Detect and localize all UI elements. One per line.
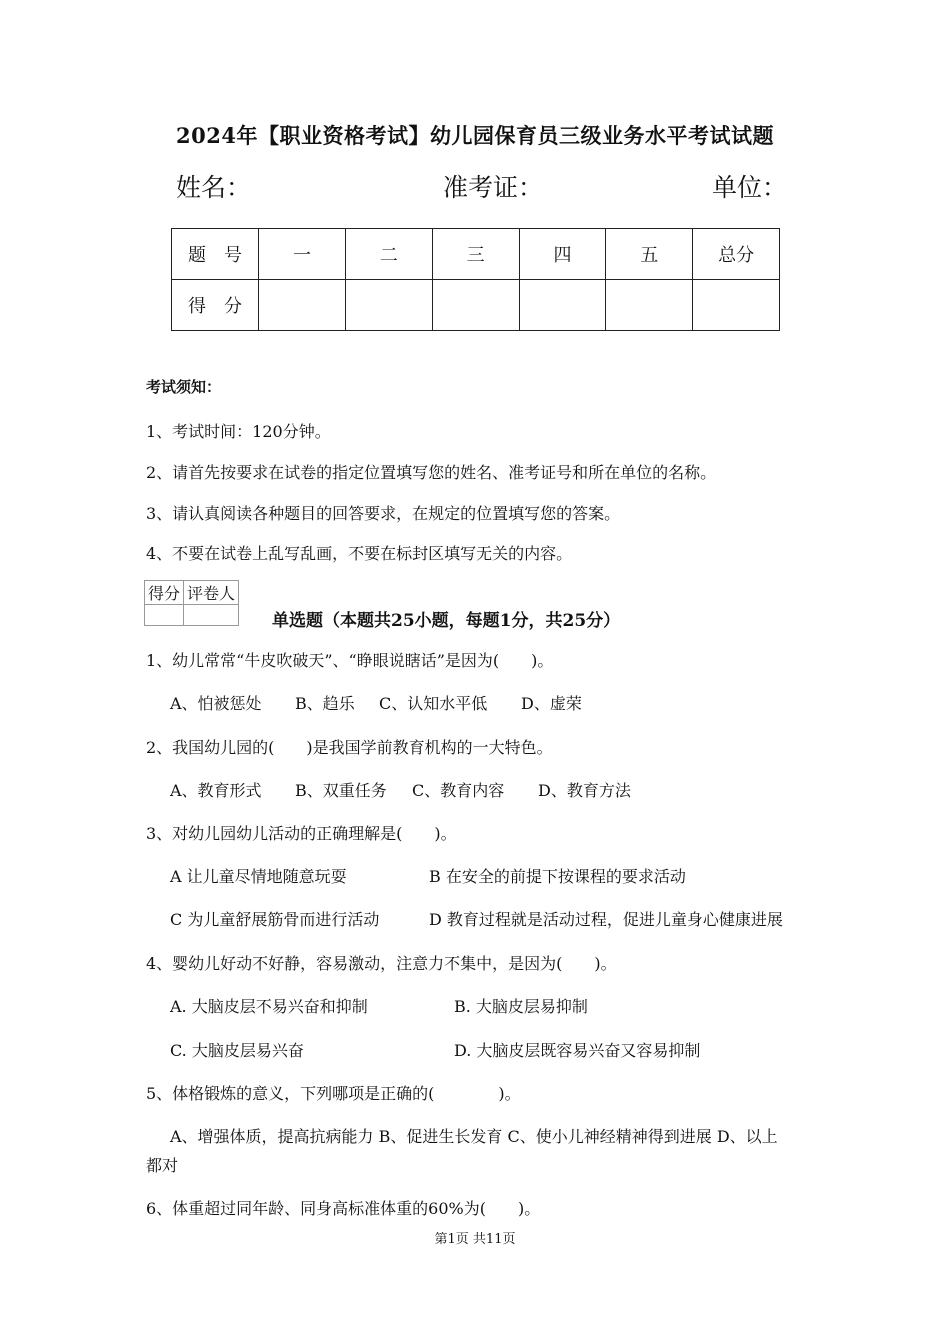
question-option: A. 大脑皮层不易兴奋和抑制 <box>170 997 368 1016</box>
notice-item: 4、不要在试卷上乱写乱画，不要在标封区填写无关的内容。 <box>146 544 573 563</box>
score-table-score-row <box>172 280 780 331</box>
score-cell[interactable] <box>606 280 693 331</box>
score-table-header-row <box>172 229 780 280</box>
notice-item: 3、请认真阅读各种题目的回答要求，在规定的位置填写您的答案。 <box>146 504 621 523</box>
unit-label: 单位： <box>712 173 788 202</box>
name-label: 姓名： <box>176 173 252 202</box>
question-option: B 在安全的前提下按课程的要求活动 <box>429 867 686 886</box>
question-option: C 为儿童舒展筋骨而进行活动 <box>170 910 380 929</box>
question-stem: 6、体重超过同年龄、同身高标准体重的60%为( )。 <box>146 1199 541 1218</box>
score-header-cell: 四 <box>519 229 606 280</box>
question-option: A、教育形式 <box>170 781 262 800</box>
score-cell[interactable] <box>345 280 432 331</box>
grader-box <box>144 580 239 626</box>
question-option: C、教育内容 <box>412 781 505 800</box>
question-stem: 5、体格锻炼的意义，下列哪项是正确的( )。 <box>146 1084 521 1103</box>
question-option: B. 大脑皮层易抑制 <box>454 997 588 1016</box>
notice-heading: 考试须知： <box>146 378 222 396</box>
score-cell[interactable] <box>519 280 606 331</box>
question-option: D、虚荣 <box>521 694 582 713</box>
grader-score-cell[interactable] <box>145 605 184 626</box>
score-table <box>171 228 780 331</box>
question-stem: 3、对幼儿园幼儿活动的正确理解是( )。 <box>146 824 457 843</box>
exam-id-label: 准考证： <box>443 173 544 202</box>
score-row-label: 得 分 <box>172 280 259 331</box>
question-option: D. 大脑皮层既容易兴奋又容易抑制 <box>454 1041 701 1060</box>
grader-reviewer-cell[interactable] <box>184 605 239 626</box>
question-option: C. 大脑皮层易兴奋 <box>170 1041 304 1060</box>
question-options-line: 都对 <box>146 1156 179 1175</box>
question-stem: 4、婴幼儿好动不好静，容易激动，注意力不集中，是因为( )。 <box>146 954 617 973</box>
question-stem: 1、幼儿常常“牛皮吹破天”、“睁眼说瞎话”是因为( )。 <box>146 651 554 670</box>
question-stem: 2、我国幼儿园的( )是我国学前教育机构的一大特色。 <box>146 738 553 757</box>
question-options-line: A、增强体质，提高抗病能力 B、促进生长发育 C、使小儿神经精神得到进展 D、以上 <box>170 1127 778 1146</box>
grader-reviewer-label: 评卷人 <box>184 581 239 605</box>
section-title: 单选题（本题共25小题，每题1分，共25分） <box>272 611 621 631</box>
score-header-cell: 题 号 <box>172 229 259 280</box>
score-header-cell: 一 <box>259 229 346 280</box>
score-cell[interactable] <box>432 280 519 331</box>
page-title: 2024年【职业资格考试】幼儿园保育员三级业务水平考试试题 <box>176 123 774 148</box>
score-cell[interactable] <box>259 280 346 331</box>
question-option: D 教育过程就是活动过程，促进儿童身心健康进展 <box>429 910 783 929</box>
question-option: A 让儿童尽情地随意玩耍 <box>170 867 347 886</box>
score-header-cell: 五 <box>606 229 693 280</box>
score-header-cell: 二 <box>345 229 432 280</box>
page-footer: 第1页 共11页 <box>434 1232 516 1247</box>
question-option: A、怕被惩处 <box>170 694 262 713</box>
score-cell[interactable] <box>693 280 780 331</box>
question-option: B、双重任务 <box>295 781 387 800</box>
notice-item: 1、考试时间：120分钟。 <box>146 422 331 441</box>
grader-score-label: 得分 <box>145 581 184 605</box>
score-header-cell: 三 <box>432 229 519 280</box>
score-header-cell: 总分 <box>693 229 780 280</box>
notice-item: 2、请首先按要求在试卷的指定位置填写您的姓名、准考证号和所在单位的名称。 <box>146 463 717 482</box>
question-option: B、趋乐 <box>295 694 355 713</box>
question-option: C、认知水平低 <box>379 694 488 713</box>
question-option: D、教育方法 <box>538 781 631 800</box>
